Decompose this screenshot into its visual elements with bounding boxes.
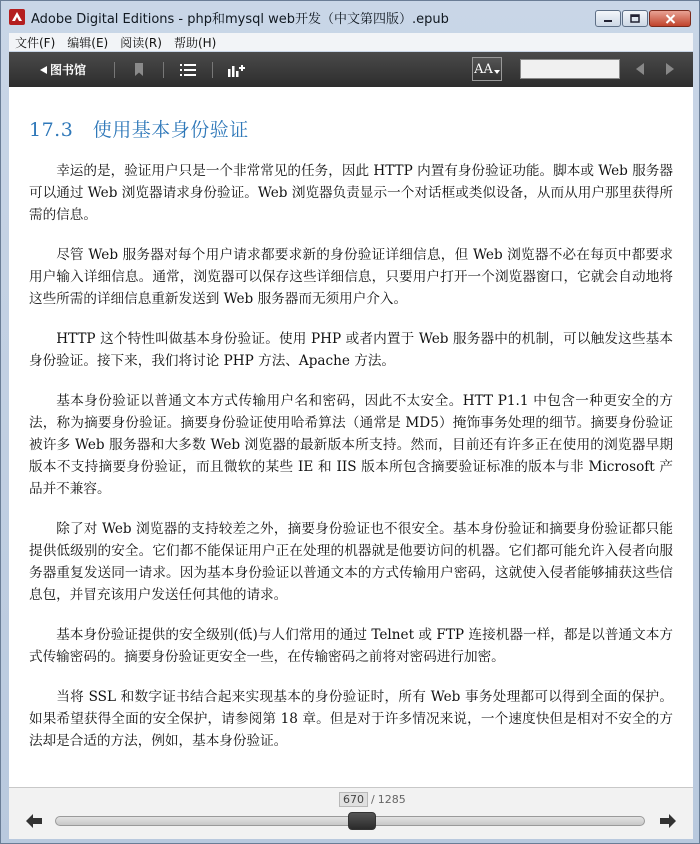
menu-file[interactable]: 文件(F) <box>15 35 56 50</box>
close-icon <box>665 14 676 24</box>
toolbar-divider <box>212 62 213 78</box>
paragraph: 当将 SSL 和数字证书结合起来实现基本的身份验证时，所有 Web 事务处理都可以得到全面的保护。如果希望获得全面的安全保护，请参阅第 18 章。但是对于许多情况来说，一个速度快但是相对不安全的方法却是合适的方法，例如，基本身份验证。 <box>29 689 673 749</box>
bookmark-button[interactable] <box>129 60 149 80</box>
library-label: 图书馆 <box>50 63 87 77</box>
arrow-right-icon[interactable] <box>663 62 677 76</box>
reading-pane[interactable] <box>9 87 693 787</box>
triangle-left-icon <box>39 65 48 75</box>
toolbar-divider <box>163 62 164 78</box>
paragraph: 基本身份验证提供的安全级别(低)与人们常用的通过 Telnet 或 FTP 连接机器一样，都是以普通文本方式传输密码的。摘要身份验证更安全一些，在传输密码之前将对密码进行加密。 <box>29 627 673 665</box>
app-logo-icon <box>9 9 25 25</box>
current-page-field[interactable]: 670 <box>339 792 368 807</box>
minimize-icon <box>603 15 613 23</box>
chapter-heading: 17.3 使用基本身份验证 <box>29 119 249 141</box>
menu-read[interactable]: 阅读(R) <box>120 35 162 50</box>
page-separator: / <box>371 793 375 806</box>
bookmark-icon <box>134 63 144 77</box>
maximize-button[interactable] <box>622 10 648 27</box>
library-button[interactable] <box>39 61 86 78</box>
minimize-button[interactable] <box>595 10 621 27</box>
paragraph: 幸运的是，验证用户只是一个非常常见的任务，因此 HTTP 内置有身份验证功能。脚本或 Web 服务器可以通过 Web 浏览器请求身份验证。Web 浏览器负责显示一个对话框或类似设备，从而从用户那里获得所需的信息。 <box>29 163 673 223</box>
total-pages: 1285 <box>377 793 406 806</box>
menu-bar <box>9 33 693 51</box>
window-title: Adobe Digital Editions - php和mysql web开发（中文第四版）.epub <box>31 11 449 27</box>
reader-toolbar <box>9 52 693 87</box>
arrow-left-icon[interactable] <box>633 62 647 76</box>
paragraph: 除了对 Web 浏览器的支持较差之外，摘要身份验证也不很安全。基本身份验证和摘要身份验证都只能提供低级别的安全。它们都不能保证用户正在处理的机器就是他要访问的机器。它们都可能允许入侵者向服务器重复发送同一请求。因为基本身份验证以普通文本的方式传输用户密码，这就使入侵者能够捕获这些信息包，并冒充该用户发送任何其他的请求。 <box>29 521 673 603</box>
prev-page-icon[interactable] <box>25 813 43 829</box>
stats-button[interactable] <box>227 60 247 80</box>
page-navigation-bar <box>9 787 693 839</box>
toc-button[interactable] <box>178 60 198 80</box>
paragraph: 尽管 Web 服务器对每个用户请求都要求新的身份验证详细信息，但 Web 浏览器不必在每页中都要求用户输入详细信息。通常，浏览器可以保存这些详细信息，只要用户打开一个浏览器窗口，它就会自动地将这些所需的详细信息重新发送到 Web 服务器而无须用户介入。 <box>29 247 673 307</box>
maximize-icon <box>630 14 640 23</box>
bar-chart-add-icon <box>228 63 246 77</box>
menu-help[interactable]: 帮助(H) <box>173 35 217 50</box>
chevron-down-icon <box>494 70 500 74</box>
search-input[interactable] <box>520 59 620 79</box>
paragraph: HTTP 这个特性叫做基本身份验证。使用 PHP 或者内置于 Web 服务器中的机制，可以触发这些基本身份验证。接下来，我们将讨论 PHP 方法、Apache 方法。 <box>29 331 673 369</box>
next-page-icon[interactable] <box>659 813 677 829</box>
page-slider-thumb[interactable] <box>348 812 376 830</box>
toolbar-divider <box>114 62 115 78</box>
page-indicator <box>339 792 406 807</box>
list-icon <box>180 64 196 76</box>
font-size-label: AA <box>474 61 493 77</box>
menu-edit[interactable]: 编辑(E) <box>67 35 109 50</box>
close-button[interactable] <box>649 10 691 27</box>
title-bar[interactable] <box>1 1 699 33</box>
font-size-button[interactable] <box>472 57 502 81</box>
paragraph: 基本身份验证以普通文本方式传输用户名和密码，因此不太安全。HTT P1.1 中包含一种更安全的方法，称为摘要身份验证。摘要身份验证使用哈希算法（通常是 MD5）掩饰事务处理的细节。摘要身份验证被许多 Web 服务器和大多数 Web 浏览器的最新版本所支持。然而，目前还有许多正在使用的浏览器早期版本不支持摘要身份验证，而且微软的某些 IE 和 IIS 版本所包含摘要验证标准的版本与非 Microsoft 产品并不兼容。 <box>29 393 673 497</box>
